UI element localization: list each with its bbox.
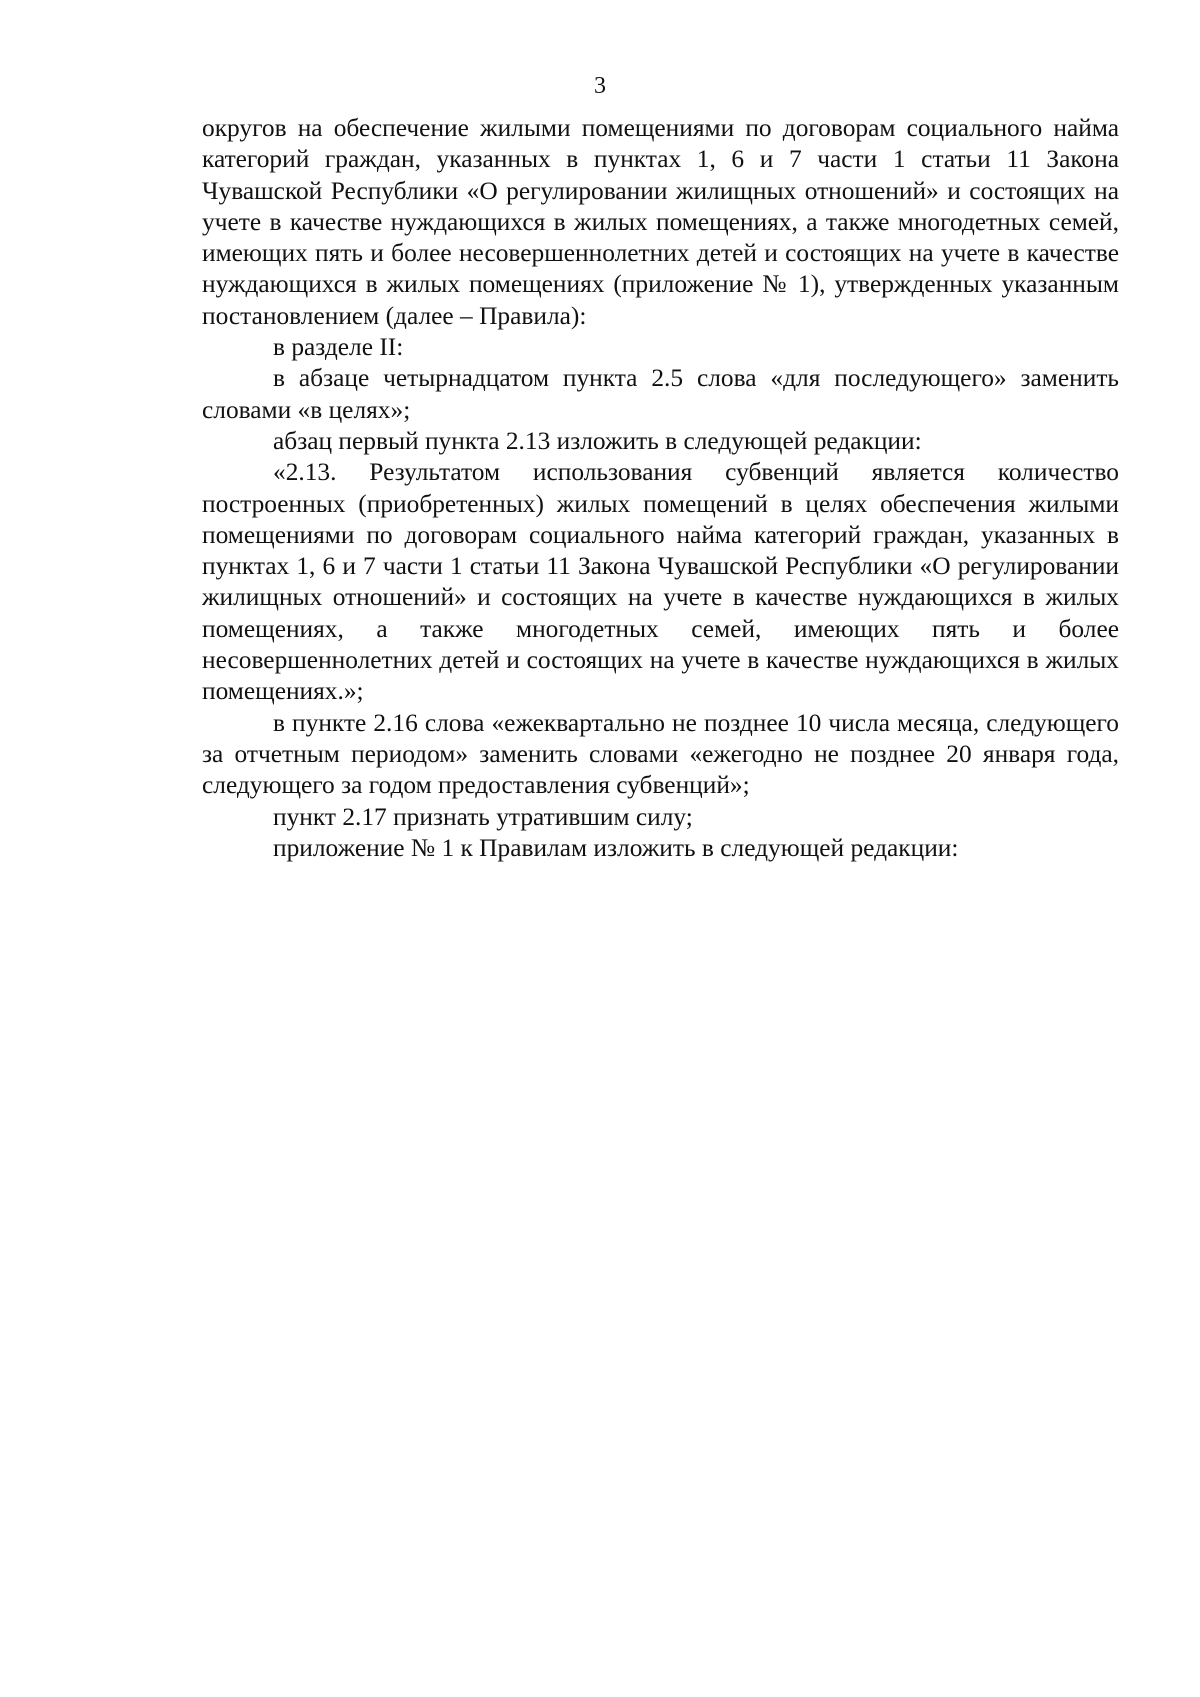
paragraph-amend-2-13-intro: абзац первый пункта 2.13 изложить в следующей редакции: <box>273 426 922 455</box>
paragraph-continuation: округов на обеспечение жилыми помещениями по договорам социального найма категорий граждан, указанных в пунктах 1, 6 и 7 части 1 статьи 11 Закона Чувашской Республики «О регулировании жилищных отношений» и состоящих на учете в качестве нуждающихся в жилых помещениях, а также многодетных семей, имеющих пять и более несовершеннолетних детей и состоящих на учете в качестве нуждающихся в жилых помещениях (приложение № 1), утвержденных указанным постановлением (далее – Правила): <box>202 114 1119 330</box>
page-number: 3 <box>594 73 606 99</box>
paragraph-section-ii: в разделе II: <box>273 333 404 362</box>
paragraph-appendix-1: приложение № 1 к Правилам изложить в следующей редакции: <box>273 833 959 862</box>
paragraph-2-13-new-text: «2.13. Результатом использования субвенций является количество построенных (приобретенных) жилых помещений в целях обеспечения жилыми помещениями по договорам социального найма категорий граждан, указанных в пунктах 1, 6 и 7 части 1 статьи 11 Закона Чувашской Республики «О регулировании жилищных отношений» и состоящих на учете в качестве нуждающихся в жилых помещениях, а также многодетных семей, имеющих пять и более несовершеннолетних детей и состоящих на учете в качестве нуждающихся в жилых помещениях.»; <box>202 458 1119 706</box>
paragraph-amend-2-16: в пункте 2.16 слова «ежеквартально не позднее 10 числа месяца, следующего за отчетным периодом» заменить словами «ежегодно не позднее 20 января года, следующего за годом предоставления субвенций»; <box>202 708 1119 800</box>
document-body <box>202 113 1119 864</box>
paragraph-repeal-2-17: пункт 2.17 признать утратившим силу; <box>273 802 693 831</box>
paragraph-amend-2-5: в абзаце четырнадцатом пункта 2.5 слова «для последующего» заменить словами «в целях»; <box>202 364 1119 424</box>
